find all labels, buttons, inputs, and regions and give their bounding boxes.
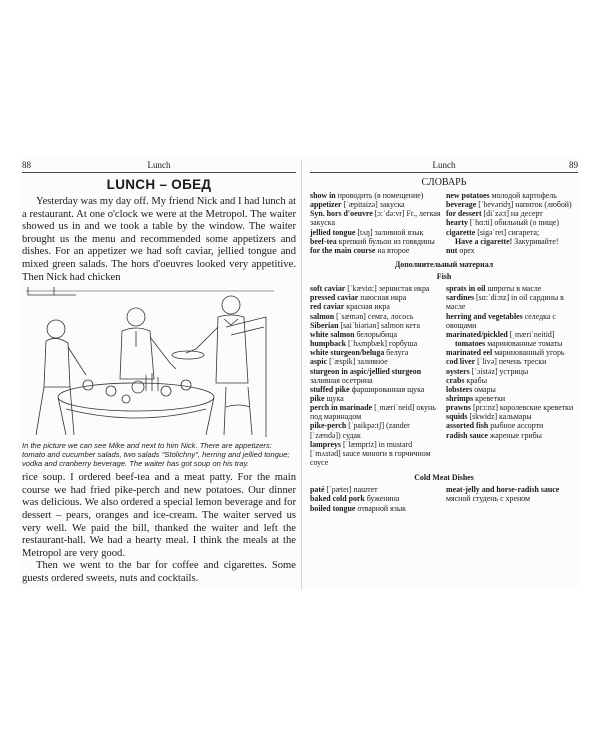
vocab-term: Syn. hors d'oeuvre bbox=[310, 209, 373, 219]
vocab-translation: [ˈpaikpə:tʃ] (zander [ˈzændə]) судак bbox=[310, 421, 410, 440]
vocab-translation: заливная осетрина bbox=[310, 375, 373, 385]
body-text-continued bbox=[22, 472, 296, 585]
vocab-term: jellied tongue bbox=[310, 227, 356, 237]
vocab-entry bbox=[446, 312, 578, 330]
vocab-translation: [ˈhɑ:ti] обильный (о пище) bbox=[467, 218, 560, 228]
vocab-translation: [saiˈbiəriən] salmon кета bbox=[338, 320, 420, 330]
vocab-translation: крепкий бульон из говядины bbox=[336, 236, 435, 246]
vocab-term: shrimps bbox=[446, 393, 474, 403]
cold-meat-title: Cold Meat Dishes bbox=[414, 473, 474, 483]
vocab-translation: отварной язык bbox=[355, 503, 406, 513]
vocab-translation: [ˈpæteɪ] паштет bbox=[324, 485, 378, 495]
vocab-translation: селедка с овощами bbox=[446, 311, 556, 330]
vocab-entry bbox=[446, 228, 578, 237]
vocab-translation: креветки bbox=[473, 393, 506, 403]
vocab-term: appetizer bbox=[310, 200, 342, 210]
vocab-entry bbox=[310, 421, 442, 439]
vocab-entry bbox=[310, 357, 442, 366]
vocab-term: for the main course bbox=[310, 245, 376, 255]
right-running-head bbox=[310, 160, 578, 173]
vocab-entry bbox=[310, 440, 442, 467]
vocab-entry bbox=[446, 485, 578, 503]
vocabulary-title: СЛОВАРЬ bbox=[421, 177, 467, 188]
vocab-translation: паюсная икра bbox=[358, 293, 407, 303]
vocab-term: squids bbox=[446, 412, 468, 422]
vocab-entry bbox=[310, 394, 442, 403]
vocab-term: meat-jelly and horse-radish sauce bbox=[446, 485, 560, 495]
vocab-translation: [tʌŋ] заливной язык bbox=[355, 227, 424, 237]
vocab-translation: [ˈkæviɑ:] зернистая икра bbox=[345, 284, 430, 294]
fish-col-left bbox=[310, 284, 442, 467]
fish-col-right bbox=[446, 284, 578, 467]
vocab-entry bbox=[310, 348, 442, 357]
vocab-entry bbox=[446, 421, 578, 430]
vocab-entry bbox=[310, 209, 442, 227]
vocab-entry bbox=[446, 246, 578, 255]
vocab-term: nut bbox=[446, 245, 458, 255]
left-running-title: Lunch bbox=[147, 160, 171, 170]
vocab-term: lampreys bbox=[310, 439, 341, 449]
vocab-term: salmon bbox=[310, 311, 335, 321]
vocab-term: Have a cigarette! bbox=[455, 236, 513, 246]
vocab-term: Siberian bbox=[310, 320, 339, 330]
vocab-translation: [ˌmæriˈneitid] bbox=[507, 329, 555, 339]
vocab-term: sardines bbox=[446, 293, 475, 303]
vocab-translation: омары bbox=[472, 384, 496, 394]
vocab-entry bbox=[310, 228, 442, 237]
vocab-entry bbox=[446, 403, 578, 412]
vocab-term: perch in marinade bbox=[310, 403, 373, 413]
vocab-term: white sturgeon/beluga bbox=[310, 348, 385, 358]
vocab-translation: молодой картофель bbox=[489, 191, 557, 200]
vocab-entry bbox=[446, 412, 578, 421]
cold-meat-columns bbox=[310, 485, 578, 512]
vocab-term: beef-tea bbox=[310, 236, 337, 246]
vocab-term: assorted fish bbox=[446, 421, 489, 431]
left-page bbox=[22, 160, 296, 590]
vocab-entry bbox=[310, 367, 442, 385]
book-fold bbox=[301, 160, 302, 590]
vocab-translation: орех bbox=[457, 245, 475, 255]
vocab-entry bbox=[446, 394, 578, 403]
vocab-entry bbox=[446, 431, 578, 440]
vocab-entry bbox=[446, 330, 578, 339]
vocab-translation: Закуривайте! bbox=[512, 236, 559, 246]
vocab-term: stuffed pike bbox=[310, 384, 350, 394]
right-running-title: Lunch bbox=[432, 160, 456, 170]
vocab-translation: [ˈæspik] заливное bbox=[327, 357, 388, 367]
vocab-entry bbox=[310, 312, 442, 321]
vocab-term: marinated/pickled bbox=[446, 329, 508, 339]
vocab-term: for dessert bbox=[446, 209, 482, 219]
fish-columns bbox=[310, 284, 578, 467]
vocab-term: tomatoes bbox=[455, 339, 486, 349]
vocab-term: sprats in oil bbox=[446, 284, 486, 294]
vocab-entry bbox=[446, 348, 578, 357]
vocab-translation: [sɑ:ˈdi:nz] in oil сардины в масле bbox=[446, 293, 564, 312]
vocab-term: baked cold pork bbox=[310, 494, 365, 504]
vocab-entry bbox=[446, 237, 578, 246]
left-page-number: 88 bbox=[22, 160, 31, 170]
vocab-term: paté bbox=[310, 485, 325, 495]
vocab-term: lobsters bbox=[446, 384, 473, 394]
vocab-term: crabs bbox=[446, 375, 465, 385]
vocab-term: cigarette bbox=[446, 227, 476, 237]
vocab-term: prawns bbox=[446, 403, 471, 413]
vocab-entry bbox=[310, 246, 442, 255]
vocab-translation: красная икра bbox=[344, 302, 390, 312]
vocab-translation: проводить (в помещение) bbox=[335, 191, 424, 200]
vocab-entry bbox=[310, 293, 442, 302]
fish-title: Fish bbox=[436, 272, 452, 282]
vocab-translation: маринованные томаты bbox=[485, 339, 563, 349]
vocab-term: marinated eel bbox=[446, 348, 493, 358]
vocab-term: humpback bbox=[310, 339, 346, 349]
illustration-caption: In the picture we can see Mike and next to him Nick. There are appetizers: tomato and cucumber salads, two salads "Stolichny", herring and jellied tongue; vodka and cranberry beverage. The waiter has got soup on his tray. bbox=[22, 441, 290, 469]
vocab-entry bbox=[310, 284, 442, 293]
paragraph-1: Yesterday was my day off. My friend Nick and I had lunch at a restaurant. At one o'clock we were at the Metropol. The waiter showed us in and we took a table by the window. The waiter brought us the menu and recommended some appetizers and dishes. For an appetizer we had soft caviar, jellied tongue and mixed green salads. The hors d'oeuvres looked very appetitive. Then Nick had chicken bbox=[22, 196, 296, 283]
vocab-translation: белорыбица bbox=[354, 329, 397, 339]
body-text bbox=[22, 196, 296, 284]
vocab-translation: [diˈzə:t] на десерт bbox=[481, 209, 543, 219]
right-page bbox=[310, 160, 578, 590]
vocab-entry bbox=[446, 209, 578, 218]
vocab-translation: рыбное ассорти bbox=[488, 421, 544, 431]
vocab-translation: [ˈsæmən] семга, лосось bbox=[334, 311, 414, 321]
vocab-term: pike bbox=[310, 393, 325, 403]
vocab-term: boiled tongue bbox=[310, 503, 356, 513]
vocab-term: herring and vegetables bbox=[446, 311, 523, 321]
vocab-entry bbox=[310, 504, 442, 513]
vocab-translation: [skwidz] кальмары bbox=[467, 412, 532, 422]
restaurant-drawing bbox=[26, 287, 274, 439]
vocab-translation: мясной студень с хреном bbox=[446, 494, 530, 504]
restaurant-illustration bbox=[26, 287, 274, 439]
vocab-translation: [prɔ:nz] королевские креветки bbox=[471, 403, 574, 413]
vocab-term: white salmon bbox=[310, 329, 355, 339]
vocab-term: pressed caviar bbox=[310, 293, 359, 303]
vocabulary-columns bbox=[310, 191, 578, 255]
vocab-term: new potatoes bbox=[446, 191, 490, 200]
vocab-term: show in bbox=[310, 191, 336, 200]
vocab-term: hearty bbox=[446, 218, 468, 228]
vocab-translation: [ɔ:ˈdə:vr] Fr., легкая закуска bbox=[310, 209, 441, 228]
vocab-entry bbox=[446, 284, 578, 293]
vocab-translation: щука bbox=[324, 393, 344, 403]
vocab-term: pike-perch bbox=[310, 421, 347, 431]
vocab-entry bbox=[310, 494, 442, 503]
vocab-entry bbox=[310, 339, 442, 348]
vocab-entry bbox=[446, 367, 578, 376]
paragraph-2: rice soup. I ordered beef-tea and a meat patty. For the main course we had fried pike-perch and new potatoes. Our dinner was delicious. We also ordered a special lemon beverage and for dessert – pears, oranges and ice-cream. The waiter served us very well. We paid the bill, thanked the waiter and left the restaurant-hall. We had a hearty meal. I think the meals at the Metropol are very good. bbox=[22, 472, 296, 559]
paragraph-3: Then we went to the bar for coffee and cigarettes. Some guests ordered sweets, nuts and cocktails. bbox=[22, 560, 296, 584]
vocab-entry bbox=[446, 293, 578, 311]
vocab-entry bbox=[446, 191, 578, 200]
cold-col-left bbox=[310, 485, 442, 512]
vocab-entry bbox=[446, 339, 578, 348]
vocab-translation: [ˈæpitaizə] закуска bbox=[341, 200, 405, 210]
vocab-translation: фаршированная щука bbox=[349, 384, 425, 394]
vocab-translation: шпроты в масле bbox=[485, 284, 542, 294]
vocab-entry bbox=[310, 485, 442, 494]
vocab-entry bbox=[446, 200, 578, 209]
extra-material-title: Дополнительный материал bbox=[394, 260, 494, 270]
vocab-translation: жареные грибы bbox=[487, 430, 542, 440]
vocab-entry bbox=[310, 191, 442, 200]
chapter-title: LUNCH – ОБЕД bbox=[106, 177, 212, 192]
vocab-entry bbox=[446, 357, 578, 366]
vocab-entry bbox=[446, 385, 578, 394]
vocab-translation: белуга bbox=[384, 348, 409, 358]
vocab-entry bbox=[446, 218, 578, 227]
vocab-entry bbox=[310, 321, 442, 330]
vocab-entry bbox=[310, 237, 442, 246]
vocab-translation: маринованный угорь bbox=[492, 348, 565, 358]
vocab-term: soft caviar bbox=[310, 284, 346, 294]
vocab-translation: [ˈbevəridʒ] напиток (любой) bbox=[476, 200, 572, 210]
vocab-entry bbox=[310, 302, 442, 311]
vocab-term: cod liver bbox=[446, 357, 476, 367]
vocab-entry bbox=[310, 403, 442, 421]
right-page-number: 89 bbox=[569, 160, 578, 170]
vocab-translation: [ˈlivə] печень трески bbox=[475, 357, 547, 367]
vocab-translation: [sigəˈret] сигарета; bbox=[475, 227, 540, 237]
vocab-term: radish sauce bbox=[446, 430, 488, 440]
vocab-translation: [ˈlæmpriz] in mustard [ˈmʌstəd] sauce миноги в горчичном соусе bbox=[310, 439, 431, 468]
vocab-term: sturgeon in aspic/jellied sturgeon bbox=[310, 366, 422, 376]
vocab-translation: буженина bbox=[364, 494, 400, 504]
vocab-term: aspic bbox=[310, 357, 328, 367]
vocab-term: red caviar bbox=[310, 302, 345, 312]
vocab-col-left bbox=[310, 191, 442, 255]
left-running-head bbox=[22, 160, 296, 173]
vocab-entry bbox=[310, 200, 442, 209]
vocab-translation: крабы bbox=[464, 375, 487, 385]
vocab-term: oysters bbox=[446, 366, 470, 376]
vocab-translation: на второе bbox=[375, 245, 410, 255]
vocab-entry bbox=[310, 385, 442, 394]
vocab-translation: [ˈhʌmpbæk] горбуша bbox=[345, 339, 418, 349]
vocab-entry bbox=[310, 330, 442, 339]
vocab-term: beverage bbox=[446, 200, 477, 210]
vocab-entry bbox=[446, 376, 578, 385]
vocab-translation: [ˈɔistəz] устрицы bbox=[469, 366, 529, 376]
cold-col-right bbox=[446, 485, 578, 512]
vocab-col-right bbox=[446, 191, 578, 255]
vocab-translation: [ˌmæriˈneid] окунь под маринадом bbox=[310, 403, 436, 422]
